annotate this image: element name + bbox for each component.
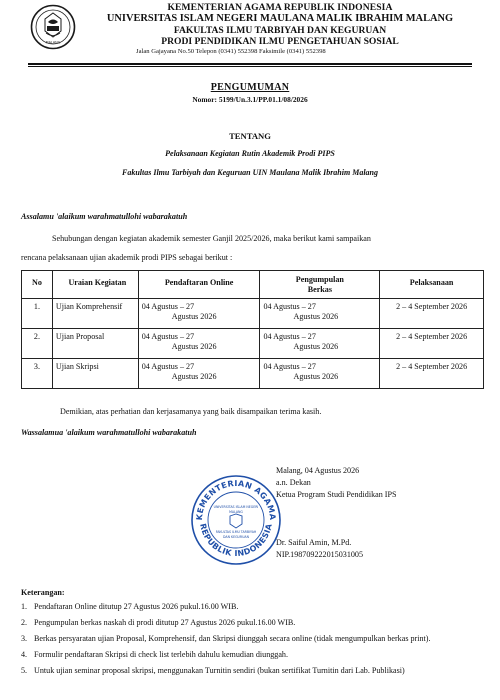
- stamp-bottom-text: REPUBLIK INDONESIA: [198, 522, 274, 559]
- registration-period-end: Agustus 2026: [171, 342, 217, 351]
- subject-line-2: Fakultas Ilmu Tarbiyah dan Keguruan UIN Maulana Malik Ibrahim Malang: [121, 168, 378, 177]
- list-item: [21, 649, 481, 660]
- schedule-table: [21, 270, 484, 389]
- letterhead-divider-thin: [28, 66, 472, 67]
- note-number: 3.: [21, 634, 28, 643]
- registration-period-start: 04 Agustus – 27: [141, 362, 195, 371]
- intro-line-2: rencana pelaksanaan ujian akademik prodi PIPS sebagai berikut :: [21, 253, 233, 262]
- submission-period-start: 04 Agustus – 27: [263, 332, 316, 341]
- header-online-registration: Pendaftaran Online: [138, 271, 260, 299]
- note-number: 4.: [21, 650, 28, 659]
- note-text: Berkas persyaratan ujian Proposal, Komprehensif, dan Skripsi diunggah secara online (tidak mengumpulkan berkas print).: [34, 634, 431, 643]
- row-activity: Ujian Proposal: [52, 329, 138, 359]
- faculty-name: FAKULTAS ILMU TARBIYAH DAN KEGURUAN: [173, 24, 387, 36]
- registration-period-end: Agustus 2026: [171, 372, 217, 381]
- header-no: No: [22, 271, 53, 299]
- submission-period-start: 04 Agustus – 27: [263, 302, 316, 311]
- header-file-submission: [260, 271, 380, 299]
- signatory-name: Dr. Saiful Amin, M.Pd.: [276, 538, 352, 547]
- row-implementation-date: 2 – 4 September 2026: [380, 299, 484, 329]
- table-row: [22, 359, 484, 389]
- header-activity: Uraian Kegiatan: [52, 271, 138, 299]
- header-implementation: Pelaksanaan: [380, 271, 484, 299]
- letterhead-divider-thick: [28, 63, 472, 65]
- about-heading: TENTANG: [229, 131, 271, 141]
- university-name: UNIVERSITAS ISLAM NEGERI MAULANA MALIK IBRAHIM MALANG: [106, 13, 454, 24]
- notes-title: Keterangan:: [21, 588, 65, 597]
- closing-sentence: Demikian, atas perhatian dan kerjasamanya yang baik disampaikan terima kasih.: [60, 407, 322, 416]
- note-text: Untuk ujian seminar proposal skripsi, menggunakan Turnitin sendiri (bukan sertifikat Turnitin dari Lab. Publikasi): [34, 666, 405, 675]
- ministry-name: KEMENTERIAN AGAMA REPUBLIK INDONESIA: [167, 2, 393, 13]
- signature-position: Ketua Program Studi Pendidikan IPS: [276, 490, 397, 499]
- row-registration-period: [138, 329, 260, 359]
- row-number: 1.: [22, 299, 53, 329]
- logo-caption: MALANG: [45, 40, 61, 45]
- stamp-top-text: KEMENTERIAN AGAMA: [194, 478, 278, 521]
- stamp-inner-text-1: UNIVERSITAS ISLAM NEGERI: [213, 505, 259, 509]
- signatory-nip: NIP.198709222015031005: [276, 550, 364, 559]
- stamp-inner-text-4: DAN KEGURUAN: [223, 535, 249, 539]
- stamp-inner-text-3: FAKULTAS ILMU TARBIYAH: [215, 530, 257, 534]
- farewell: Wassalamua 'alaikum warahmatullohi wabarakatuh: [21, 428, 197, 437]
- letterhead: [80, 2, 480, 57]
- stamp-inner-text-2: MALANG: [229, 510, 243, 514]
- registration-period-start: 04 Agustus – 27: [141, 302, 195, 311]
- signature-date: Malang, 04 Agustus 2026: [276, 466, 360, 475]
- table-row: [22, 299, 484, 329]
- list-item: [21, 633, 481, 644]
- subject-line-1: Pelaksanaan Kegiatan Rutin Akademik Prodi PIPS: [165, 149, 335, 158]
- submission-period-start: 04 Agustus – 27: [263, 362, 316, 371]
- list-item: [21, 617, 481, 628]
- submission-period-end: Agustus 2026: [293, 372, 339, 381]
- list-item: [21, 665, 481, 676]
- row-registration-period: [138, 299, 260, 329]
- registration-period-end: Agustus 2026: [171, 312, 217, 321]
- official-stamp-icon: [190, 474, 282, 566]
- program-name: PRODI PENDIDIKAN ILMU PENGETAHUAN SOSIAL: [161, 35, 399, 47]
- note-number: 2.: [21, 618, 28, 627]
- registration-period-start: 04 Agustus – 27: [141, 332, 195, 341]
- header-file-submission-line1: Pengumpulan: [295, 275, 344, 284]
- intro-line-1: Sehubungan dengan kegiatan akademik semester Ganjil 2025/2026, maka berikut kami sampaikan: [52, 234, 371, 243]
- row-registration-period: [138, 359, 260, 389]
- note-number: 1.: [21, 602, 28, 611]
- table-header-row: [22, 271, 484, 299]
- row-activity: Ujian Skripsi: [52, 359, 138, 389]
- table-row: [22, 329, 484, 359]
- document-number: Nomor: 5199/Un.3.1/PP.01.1/08/2026: [192, 95, 308, 104]
- greeting: Assalamu 'alaikum warahmatullohi wabarakatuh: [21, 212, 188, 221]
- row-number: 2.: [22, 329, 53, 359]
- document-title: PENGUMUMAN: [210, 82, 290, 93]
- row-number: 3.: [22, 359, 53, 389]
- row-submission-period: [260, 359, 380, 389]
- row-submission-period: [260, 299, 380, 329]
- svg-text:KEMENTERIAN AGAMA: [195, 479, 277, 521]
- note-text: Pendaftaran Online ditutup 27 Agustus 2026 pukul.16.00 WIB.: [34, 602, 239, 611]
- row-submission-period: [260, 329, 380, 359]
- note-text: Formulir pendaftaran Skripsi di check list terlebih dahulu kemudian diunggah.: [34, 650, 288, 659]
- submission-period-end: Agustus 2026: [293, 312, 339, 321]
- row-implementation-date: 2 – 4 September 2026: [380, 329, 484, 359]
- row-implementation-date: 2 – 4 September 2026: [380, 359, 484, 389]
- signature-on-behalf: a.n. Dekan: [276, 478, 311, 487]
- note-number: 5.: [21, 666, 28, 675]
- submission-period-end: Agustus 2026: [293, 342, 339, 351]
- header-file-submission-line2: Berkas: [307, 285, 332, 294]
- notes-list: [21, 601, 481, 681]
- note-text: Pengumpulan berkas naskah di prodi ditutup 27 Agustus 2026 pukul.16.00 WIB.: [34, 618, 296, 627]
- address-line: Jalan Gajayana No.50 Telepon (0341) 552398 Faksimile (0341) 552398: [136, 47, 326, 55]
- university-logo-icon: [30, 4, 76, 50]
- row-activity: Ujian Komprehensif: [52, 299, 138, 329]
- list-item: [21, 601, 481, 612]
